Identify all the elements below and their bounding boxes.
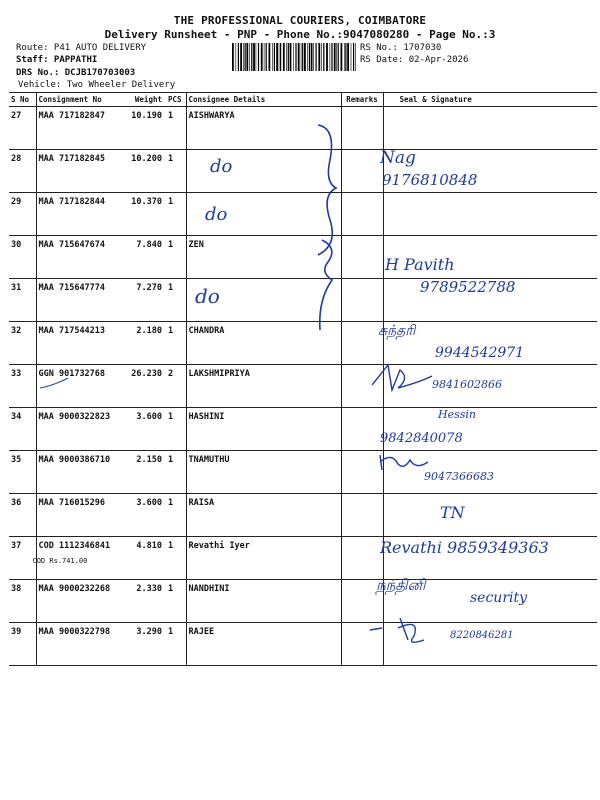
table-row [9, 150, 597, 193]
table-row [9, 365, 597, 408]
barcode-image [232, 43, 356, 71]
barcode-bar [344, 43, 345, 71]
barcode-bar [311, 43, 313, 71]
pcs-value: 1 [168, 541, 174, 551]
consignee-value: TNAMUTHU [188, 455, 230, 465]
pcs-cell [166, 150, 186, 193]
signature-cell [383, 365, 597, 408]
barcode-bar [313, 43, 314, 71]
consignment-value: COD 1112346841 [38, 541, 111, 551]
consignment-cell [36, 150, 121, 193]
pcs-cell [166, 537, 186, 580]
pcs-value: 1 [168, 240, 174, 250]
barcode-bar [269, 43, 271, 71]
barcode-bar [301, 43, 302, 71]
signature-name: H Pavith [385, 255, 455, 274]
vehicle-label: Vehicle: Two Wheeler Delivery [18, 80, 176, 90]
weight-value: 7.270 [136, 283, 162, 293]
barcode-bar [316, 43, 317, 71]
barcode-bar [246, 43, 248, 71]
pcs-value: 1 [168, 584, 174, 594]
barcode-bar [355, 43, 356, 71]
consignment-value: MAA 9000232268 [38, 584, 111, 594]
signature-cell [383, 623, 597, 666]
barcode-bar [232, 43, 234, 71]
consignment-value: MAA 715647774 [38, 283, 106, 293]
consignee-value: RAISA [188, 498, 215, 508]
weight-value: 4.810 [136, 541, 162, 551]
remarks-cell [341, 494, 383, 537]
barcode-bar [236, 43, 237, 71]
consignee-cell [186, 150, 341, 193]
ditto-mark: do [205, 204, 228, 225]
barcode-bar [279, 43, 280, 71]
weight-value: 2.150 [136, 455, 162, 465]
signature-phone: 9842840078 [380, 431, 463, 446]
col-remarks: Remarks [341, 93, 383, 107]
consignment-cell [36, 107, 121, 150]
weight-cell [121, 322, 166, 365]
weight-value: 3.600 [136, 498, 162, 508]
signature-name: Hessin [438, 408, 476, 421]
sno-value: 28 [11, 154, 22, 164]
weight-cell [121, 451, 166, 494]
consignment-value: MAA 717544213 [38, 326, 106, 336]
signature-name: நந்தினி [376, 576, 426, 594]
signature-name: சுந்தரி [378, 323, 416, 339]
sno-value: 30 [11, 240, 22, 250]
sno-cell [9, 322, 36, 365]
rs-number: RS No.: 1707030 [360, 43, 442, 53]
rs-date: RS Date: 02-Apr-2026 [360, 55, 469, 65]
pcs-value: 1 [168, 498, 174, 508]
pcs-cell [166, 193, 186, 236]
consignment-value: MAA 715647674 [38, 240, 106, 250]
consignment-value: MAA 716015296 [38, 498, 106, 508]
signature-cell [383, 580, 597, 623]
remarks-cell [341, 580, 383, 623]
barcode-bar [330, 43, 331, 71]
sno-cell [9, 494, 36, 537]
consignee-cell [186, 322, 341, 365]
consignee-value: CHANDRA [188, 326, 225, 336]
pcs-value: 1 [168, 455, 174, 465]
consignment-cell [32, 537, 121, 580]
signature-cell [383, 408, 597, 451]
sno-value: 33 [11, 369, 22, 379]
barcode-bar [249, 43, 250, 71]
barcode-bar [309, 43, 310, 71]
signature-note: security [470, 590, 528, 606]
pcs-cell [166, 623, 186, 666]
weight-cell [121, 365, 166, 408]
col-consignment: Consignment No [36, 93, 121, 107]
signature-phone: 9047366683 [424, 470, 494, 483]
route-label: Route: P41 AUTO DELIVERY [16, 43, 147, 53]
weight-value: 3.600 [136, 412, 162, 422]
barcode-bar [266, 43, 267, 71]
barcode-bar [353, 43, 354, 71]
pcs-value: 1 [168, 111, 174, 121]
remarks-cell [341, 365, 383, 408]
barcode-bar [351, 43, 352, 71]
consignee-cell [186, 408, 341, 451]
company-title: THE PROFESSIONAL COURIERS, COIMBATORE [173, 14, 427, 27]
pcs-cell [166, 494, 186, 537]
signature-phone: 9841602866 [432, 378, 502, 391]
barcode-bar [293, 43, 294, 71]
consignment-cell [36, 408, 121, 451]
barcode-bar [288, 43, 289, 71]
consignment-cell [36, 623, 121, 666]
pcs-value: 1 [168, 326, 174, 336]
table-row [9, 193, 597, 236]
barcode-bar [243, 43, 244, 71]
consignment-cell [36, 451, 121, 494]
barcode-bar [253, 43, 255, 71]
drs-number: DRS No.: DCJB170703003 [16, 68, 136, 78]
barcode-bar [256, 43, 257, 71]
consignment-cell [36, 236, 121, 279]
pcs-value: 1 [168, 197, 174, 207]
consignment-value: MAA 717182845 [38, 154, 106, 164]
pcs-cell [166, 365, 186, 408]
signature-phone: 9789522788 [420, 278, 516, 296]
consignee-cell [186, 365, 341, 408]
pcs-value: 2 [168, 369, 174, 379]
runsheet-table [9, 92, 597, 666]
sno-cell [9, 365, 36, 408]
ditto-mark: do [195, 284, 220, 308]
barcode-bar [347, 43, 349, 71]
table-row [9, 107, 597, 150]
col-pcs: PCS [166, 93, 186, 107]
barcode-bar [334, 43, 336, 71]
consignee-value: Revathi Iyer [188, 541, 250, 551]
consignee-cell [186, 451, 341, 494]
barcode-bar [298, 43, 300, 71]
weight-value: 2.330 [136, 584, 162, 594]
sno-value: 39 [11, 627, 22, 637]
barcode-bar [307, 43, 308, 71]
barcode-bar [290, 43, 292, 71]
consignee-cell [186, 580, 341, 623]
weight-value: 10.200 [131, 154, 162, 164]
consignment-value: MAA 717182847 [38, 111, 106, 121]
table-row [9, 408, 597, 451]
pcs-cell [166, 322, 186, 365]
consignee-cell [186, 494, 341, 537]
runsheet-subtitle: Delivery Runsheet - PNP - Phone No.:9047080280 - Page No.:3 [104, 28, 496, 41]
remarks-cell [341, 236, 383, 279]
signature-cell [383, 107, 597, 150]
signature-phone: 9944542971 [435, 345, 525, 361]
weight-cell [121, 150, 166, 193]
signature-cell [383, 537, 597, 580]
weight-value: 10.370 [131, 197, 162, 207]
sno-value: 31 [11, 283, 22, 293]
barcode-bar [331, 43, 332, 71]
signature-phone: 8220846281 [450, 630, 514, 641]
table-row [9, 322, 597, 365]
weight-value: 3.290 [136, 627, 162, 637]
signature-phone: 9176810848 [382, 171, 478, 189]
consignee-cell [186, 279, 341, 322]
weight-value: 26.230 [131, 369, 162, 379]
weight-cell [121, 580, 166, 623]
consignee-value: LAKSHMIPRIYA [188, 369, 250, 379]
barcode-bar [345, 43, 346, 71]
remarks-cell [341, 150, 383, 193]
consignment-cell [36, 322, 121, 365]
consignee-value: AISHWARYA [188, 111, 235, 121]
consignment-cell [36, 365, 121, 408]
consignee-cell [186, 537, 341, 580]
barcode-bar [276, 43, 278, 71]
col-signature: Seal & Signature [383, 93, 597, 107]
consignee-value: ZEN [188, 240, 204, 250]
barcode-bar [338, 43, 339, 71]
cod-amount: COD Rs.741.00 [32, 557, 88, 565]
remarks-cell [341, 623, 383, 666]
runsheet-body [9, 107, 597, 666]
consignment-value: MAA 717182844 [38, 197, 106, 207]
remarks-cell [341, 451, 383, 494]
consignee-value: HASHINI [188, 412, 225, 422]
weight-cell [121, 494, 166, 537]
remarks-cell [341, 537, 383, 580]
consignee-value: NANDHINI [188, 584, 230, 594]
col-weight: Weight [121, 93, 166, 107]
sno-cell [9, 279, 36, 322]
consignee-cell [186, 193, 341, 236]
weight-cell [121, 537, 166, 580]
sno-cell [9, 451, 36, 494]
signature-cell [383, 279, 597, 322]
signature-name: Nag [380, 148, 416, 168]
sno-cell [9, 408, 36, 451]
signature-cell [383, 150, 597, 193]
remarks-cell [341, 408, 383, 451]
pcs-cell [166, 408, 186, 451]
sno-cell [9, 193, 36, 236]
barcode-bar [341, 43, 343, 71]
signature-mark: TN [440, 503, 465, 522]
remarks-cell [341, 107, 383, 150]
weight-value: 10.190 [131, 111, 162, 121]
barcode-bar [336, 43, 337, 71]
weight-cell [121, 236, 166, 279]
sno-value: 37 [11, 541, 22, 551]
barcode-bar [238, 43, 239, 71]
barcode-bar [302, 43, 303, 71]
barcode-bar [295, 43, 296, 71]
consignment-cell [36, 279, 121, 322]
weight-cell [121, 193, 166, 236]
barcode-bar [280, 43, 281, 71]
signature-cell [383, 451, 597, 494]
sno-value: 27 [11, 111, 22, 121]
consignment-cell [36, 494, 121, 537]
weight-cell [121, 279, 166, 322]
signature-cell [383, 322, 597, 365]
pcs-value: 1 [168, 154, 174, 164]
consignee-cell [186, 623, 341, 666]
consignment-value: MAA 9000322823 [38, 412, 111, 422]
weight-cell [121, 623, 166, 666]
pcs-cell [166, 279, 186, 322]
table-row [9, 494, 597, 537]
pcs-cell [166, 107, 186, 150]
weight-value: 7.840 [136, 240, 162, 250]
signature-cell [383, 494, 597, 537]
col-consignee: Consignee Details [186, 93, 341, 107]
consignee-value: RAJEE [188, 627, 215, 637]
weight-value: 2.180 [136, 326, 162, 336]
consignment-cell [36, 193, 121, 236]
barcode-bar [274, 43, 275, 71]
table-row [9, 623, 597, 666]
pcs-value: 1 [168, 283, 174, 293]
staff-label: Staff: PAPPATHI [16, 55, 98, 65]
sno-value: 36 [11, 498, 22, 508]
barcode-bar [261, 43, 263, 71]
barcode-bar [258, 43, 259, 71]
sno-cell [9, 150, 36, 193]
table-header-row [9, 93, 597, 107]
barcode-bar [321, 43, 322, 71]
remarks-cell [341, 279, 383, 322]
barcode-bar [283, 43, 285, 71]
pcs-value: 1 [168, 627, 174, 637]
pcs-cell [166, 236, 186, 279]
sno-value: 35 [11, 455, 22, 465]
table-row [9, 580, 597, 623]
consignee-cell [186, 107, 341, 150]
barcode-bar [251, 43, 252, 71]
col-sno: S No [9, 93, 36, 107]
consignee-cell [186, 236, 341, 279]
sno-cell [9, 580, 36, 623]
weight-cell [121, 107, 166, 150]
barcode-bar [318, 43, 320, 71]
pcs-cell [166, 451, 186, 494]
table-row [9, 537, 597, 580]
pcs-cell [166, 580, 186, 623]
signature-cell [383, 193, 597, 236]
barcode-bar [240, 43, 242, 71]
barcode-bar [323, 43, 324, 71]
remarks-cell [341, 193, 383, 236]
consignment-value: MAA 9000322798 [38, 627, 111, 637]
sno-cell [9, 623, 36, 666]
barcode-bar [286, 43, 287, 71]
signature-name-phone: Revathi 9859349363 [380, 538, 549, 557]
consignment-cell [36, 580, 121, 623]
sno-value: 38 [11, 584, 22, 594]
pcs-value: 1 [168, 412, 174, 422]
ditto-mark: do [210, 156, 233, 177]
barcode-bar [245, 43, 246, 71]
consignment-value: MAA 9000386710 [38, 455, 111, 465]
sno-value: 32 [11, 326, 22, 336]
sno-cell [9, 107, 36, 150]
remarks-cell [341, 322, 383, 365]
weight-cell [121, 408, 166, 451]
sno-cell [9, 236, 36, 279]
signature-cell [383, 236, 597, 279]
table-row [9, 279, 597, 322]
table-row [9, 451, 597, 494]
barcode-bar [326, 43, 328, 71]
barcode-bar [272, 43, 273, 71]
consignment-value: GGN 901732768 [38, 369, 106, 379]
sno-value: 29 [11, 197, 22, 207]
barcode-bar [304, 43, 306, 71]
table-row [9, 236, 597, 279]
barcode-bar [264, 43, 265, 71]
sno-value: 34 [11, 412, 22, 422]
